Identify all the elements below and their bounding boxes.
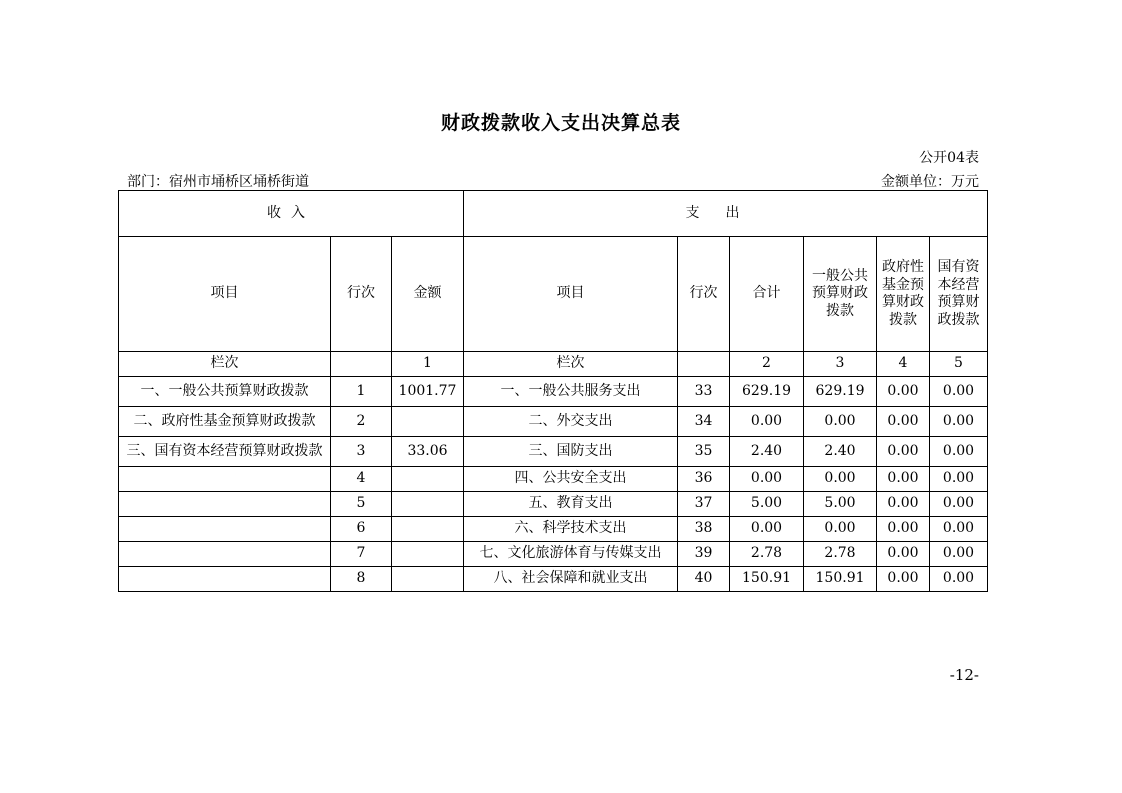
lanci-expense-row [678, 352, 730, 377]
income-amount [392, 517, 464, 542]
income-row-no: 6 [331, 517, 392, 542]
expense-state-capital: 0.00 [930, 542, 988, 567]
income-amount [392, 542, 464, 567]
budget-table [118, 190, 988, 592]
expense-total: 5.00 [730, 492, 804, 517]
lanci-gov-fund: 4 [877, 352, 930, 377]
income-amount: 1001.77 [392, 377, 464, 407]
income-amount [392, 567, 464, 592]
section-header-row [119, 191, 988, 237]
expense-gov-fund: 0.00 [877, 492, 930, 517]
col-general: 一般公共预算财政拨款 [804, 237, 877, 352]
table-row [119, 437, 988, 467]
income-item [119, 467, 331, 492]
expense-item: 一、一般公共服务支出 [464, 377, 678, 407]
expense-general: 0.00 [804, 467, 877, 492]
lanci-state-capital: 5 [930, 352, 988, 377]
table-row [119, 542, 988, 567]
lanci-income-row [331, 352, 392, 377]
expense-general: 629.19 [804, 377, 877, 407]
expense-row-no: 36 [678, 467, 730, 492]
expense-state-capital: 0.00 [930, 407, 988, 437]
expense-gov-fund: 0.00 [877, 437, 930, 467]
lanci-income-amount: 1 [392, 352, 464, 377]
form-number: 公开04表 [919, 150, 979, 166]
expense-general: 0.00 [804, 517, 877, 542]
col-gov-fund: 政府性基金预算财政拨款 [877, 237, 930, 352]
expense-general: 0.00 [804, 407, 877, 437]
unit-label: 金额单位：万元 [881, 174, 979, 190]
expense-total: 2.40 [730, 437, 804, 467]
col-income-amount: 金额 [392, 237, 464, 352]
expense-gov-fund: 0.00 [877, 542, 930, 567]
income-item [119, 517, 331, 542]
lanci-total: 2 [730, 352, 804, 377]
table-row [119, 492, 988, 517]
col-income-row: 行次 [331, 237, 392, 352]
expense-state-capital: 0.00 [930, 492, 988, 517]
page-number: -12- [949, 666, 979, 684]
expense-gov-fund: 0.00 [877, 567, 930, 592]
expense-row-no: 37 [678, 492, 730, 517]
col-state-capital: 国有资本经营预算财政拨款 [930, 237, 988, 352]
page-title: 财政拨款收入支出决算总表 [440, 112, 681, 134]
income-row-no: 3 [331, 437, 392, 467]
lanci-general: 3 [804, 352, 877, 377]
income-amount [392, 492, 464, 517]
column-index-row [119, 352, 988, 377]
income-row-no: 2 [331, 407, 392, 437]
income-row-no: 1 [331, 377, 392, 407]
income-row-no: 5 [331, 492, 392, 517]
expense-gov-fund: 0.00 [877, 377, 930, 407]
expense-gov-fund: 0.00 [877, 407, 930, 437]
expense-item: 五、教育支出 [464, 492, 678, 517]
expense-general: 150.91 [804, 567, 877, 592]
expense-total: 629.19 [730, 377, 804, 407]
income-item [119, 542, 331, 567]
table-row [119, 377, 988, 407]
income-amount [392, 407, 464, 437]
table-row [119, 467, 988, 492]
expense-row-no: 38 [678, 517, 730, 542]
expense-item: 三、国防支出 [464, 437, 678, 467]
expense-row-no: 40 [678, 567, 730, 592]
col-expense-row: 行次 [678, 237, 730, 352]
expense-item: 二、外交支出 [464, 407, 678, 437]
lanci-income-label: 栏次 [119, 352, 331, 377]
expense-item: 四、公共安全支出 [464, 467, 678, 492]
col-income-item: 项目 [119, 237, 331, 352]
expense-section-header: 支出 [464, 191, 988, 237]
expense-row-no: 34 [678, 407, 730, 437]
income-item [119, 492, 331, 517]
income-amount: 33.06 [392, 437, 464, 467]
col-expense-item: 项目 [464, 237, 678, 352]
expense-state-capital: 0.00 [930, 567, 988, 592]
expense-item: 六、科学技术支出 [464, 517, 678, 542]
expense-total: 0.00 [730, 407, 804, 437]
expense-total: 150.91 [730, 567, 804, 592]
expense-total: 2.78 [730, 542, 804, 567]
income-row-no: 4 [331, 467, 392, 492]
income-section-header: 收入 [119, 191, 464, 237]
expense-general: 2.78 [804, 542, 877, 567]
table-row [119, 407, 988, 437]
expense-row-no: 35 [678, 437, 730, 467]
income-item: 一、一般公共预算财政拨款 [119, 377, 331, 407]
expense-item: 七、文化旅游体育与传媒支出 [464, 542, 678, 567]
expense-gov-fund: 0.00 [877, 517, 930, 542]
income-amount [392, 467, 464, 492]
expense-general: 2.40 [804, 437, 877, 467]
expense-row-no: 39 [678, 542, 730, 567]
expense-general: 5.00 [804, 492, 877, 517]
table-row [119, 567, 988, 592]
expense-gov-fund: 0.00 [877, 467, 930, 492]
income-row-no: 8 [331, 567, 392, 592]
expense-state-capital: 0.00 [930, 517, 988, 542]
income-item [119, 567, 331, 592]
income-row-no: 7 [331, 542, 392, 567]
expense-item: 八、社会保障和就业支出 [464, 567, 678, 592]
table-row [119, 517, 988, 542]
income-item: 二、政府性基金预算财政拨款 [119, 407, 331, 437]
expense-state-capital: 0.00 [930, 467, 988, 492]
department-label: 部门：宿州市埇桥区埇桥街道 [127, 174, 309, 190]
expense-state-capital: 0.00 [930, 437, 988, 467]
col-total: 合计 [730, 237, 804, 352]
lanci-expense-label: 栏次 [464, 352, 678, 377]
expense-row-no: 33 [678, 377, 730, 407]
column-header-row [119, 237, 988, 352]
expense-total: 0.00 [730, 517, 804, 542]
expense-state-capital: 0.00 [930, 377, 988, 407]
expense-total: 0.00 [730, 467, 804, 492]
income-item: 三、国有资本经营预算财政拨款 [119, 437, 331, 467]
